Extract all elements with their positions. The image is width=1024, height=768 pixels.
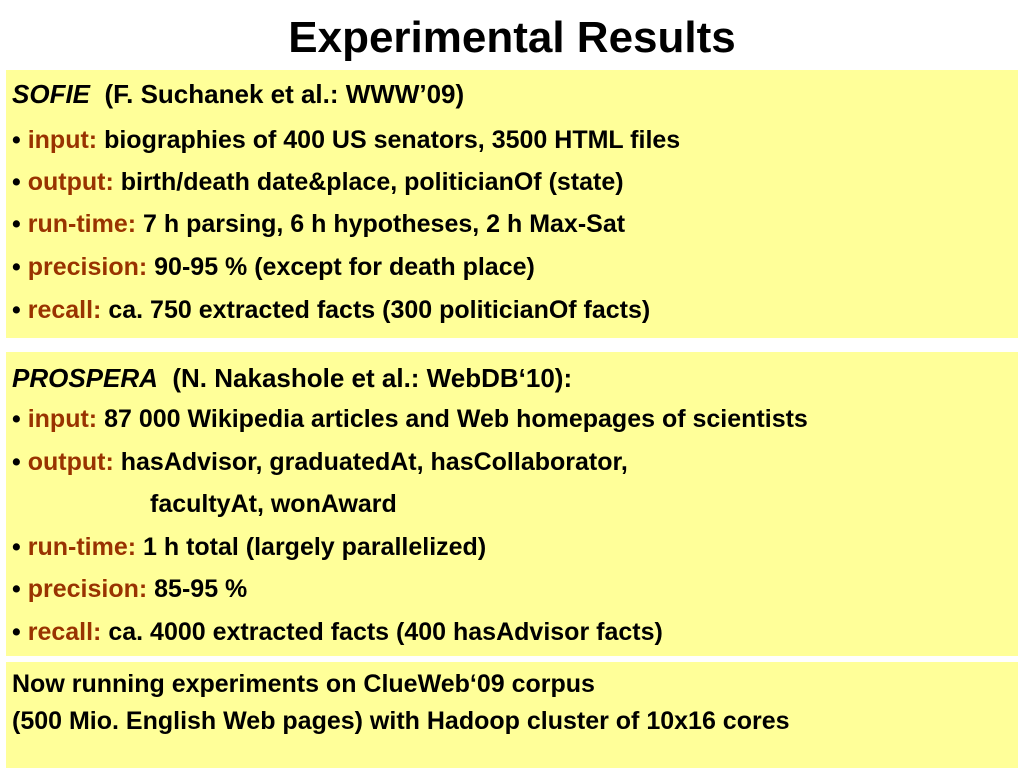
item-key: input: (27, 126, 98, 154)
list-item (12, 208, 625, 240)
bullet: • (12, 448, 21, 476)
bullet: • (12, 210, 21, 238)
item-key: input: (27, 405, 98, 433)
list-item (12, 531, 486, 563)
bullet: • (12, 533, 21, 561)
item-key: output: (27, 448, 114, 476)
sofie-panel (6, 70, 1018, 338)
item-value: 90-95 % (except for death place) (154, 253, 535, 281)
item-value: hasAdvisor, graduatedAt, hasCollaborator, (120, 448, 628, 476)
item-value: birth/death date&place, politicianOf (state) (120, 168, 624, 196)
note-line: (500 Mio. English Web pages) with Hadoop cluster of 10x16 cores (12, 707, 790, 735)
item-key: run-time: (27, 533, 137, 561)
item-key: run-time: (27, 210, 137, 238)
sofie-heading (12, 78, 464, 110)
list-item (12, 446, 628, 478)
citation: (N. Nakashole et al.: WebDB‘10): (172, 363, 573, 393)
slide-title: Experimental Results (288, 13, 736, 62)
list-item (12, 403, 808, 435)
note-panel (6, 662, 1018, 768)
item-key: precision: (27, 253, 148, 281)
item-value: ca. 4000 extracted facts (400 hasAdvisor facts) (108, 618, 663, 646)
system-name: SOFIE (12, 79, 91, 109)
list-item (12, 294, 650, 326)
bullet: • (12, 618, 21, 646)
item-value: biographies of 400 US senators, 3500 HTML files (104, 126, 681, 154)
bullet: • (12, 253, 21, 281)
list-item (12, 124, 680, 156)
list-item (12, 573, 247, 605)
item-value: ca. 750 extracted facts (300 politicianOf facts) (108, 296, 651, 324)
bullet: • (12, 296, 21, 324)
list-item (12, 166, 624, 198)
bullet: • (12, 126, 21, 154)
item-value: 87 000 Wikipedia articles and Web homepages of scientists (104, 405, 808, 433)
bullet: • (12, 405, 21, 433)
list-item (12, 616, 663, 648)
list-item-continuation: facultyAt, wonAward (150, 490, 397, 518)
citation: (F. Suchanek et al.: WWW’09) (104, 79, 465, 109)
system-name: PROSPERA (12, 363, 158, 393)
bullet: • (12, 168, 21, 196)
item-value: 1 h total (largely parallelized) (143, 533, 487, 561)
prospera-panel (6, 352, 1018, 656)
list-item (12, 251, 535, 283)
item-key: recall: (27, 296, 102, 324)
item-key: precision: (27, 575, 148, 603)
bullet: • (12, 575, 21, 603)
note-line: Now running experiments on ClueWeb‘09 corpus (12, 670, 595, 698)
item-value: 7 h parsing, 6 h hypotheses, 2 h Max-Sat (143, 210, 626, 238)
item-key: output: (27, 168, 114, 196)
item-key: recall: (27, 618, 102, 646)
item-value: 85-95 % (154, 575, 248, 603)
prospera-heading (12, 362, 572, 394)
